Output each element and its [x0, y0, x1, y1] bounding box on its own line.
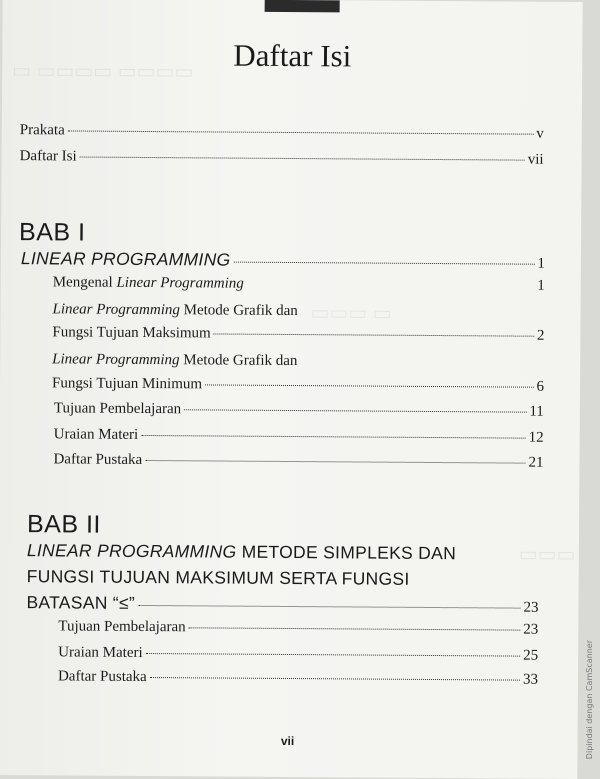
toc-entry-mengenal-lp[interactable] [53, 274, 545, 294]
dot-leader [184, 409, 526, 412]
toc-entry-page: 23 [523, 599, 539, 616]
top-tab [265, 0, 340, 12]
dot-leader [205, 384, 533, 387]
toc-entry-grafik-minimum[interactable] [52, 375, 544, 395]
dot-leader [141, 435, 525, 439]
toc-entry-line1: Linear Programming Metode Grafik dan [52, 351, 298, 370]
toc-entry-bab-2-title[interactable] [26, 592, 538, 617]
toc-entry-label: Daftar Isi [19, 148, 77, 165]
toc-entry-label: Uraian Materi [58, 644, 143, 661]
toc-entry-label: Uraian Materi [53, 426, 139, 443]
dot-leader [80, 157, 525, 161]
toc-entry-daftar-pustaka[interactable] [58, 668, 538, 688]
dot-leader [150, 677, 520, 681]
toc-entry-tujuan-pembelajaran[interactable] [54, 400, 544, 420]
dot-leader [145, 460, 525, 464]
toc-entry-page: 23 [523, 621, 539, 638]
chapter-title: LINEAR PROGRAMMING [20, 248, 231, 270]
page-number: vii [280, 733, 295, 749]
chapter-title-line2: FUNGSI TUJUAN MAKSIMUM SERTA FUNGSI [26, 566, 410, 589]
toc-entry-label: Fungsi Tujuan Minimum [51, 375, 203, 393]
dot-leader [189, 627, 521, 630]
toc-entry-daftar-isi[interactable] [20, 148, 544, 169]
toc-entry-page: 21 [528, 454, 544, 471]
toc-entry-prakata[interactable] [20, 122, 544, 143]
show-through: ▭▭▭ ▭ [310, 302, 392, 325]
toc-entry-uraian-materi[interactable] [58, 644, 538, 664]
chapter-title-line3: BATASAN “≤” [26, 592, 136, 613]
show-through: ▭ ▭▭▭▭ ▭▭▭▭ [12, 60, 194, 84]
dot-leader [146, 653, 520, 657]
toc-entry-label: Prakata [19, 122, 65, 139]
toc-entry-daftar-pustaka[interactable] [53, 451, 543, 471]
page-title: Daftar Isi [233, 37, 352, 74]
chapter-heading-bab-2: BAB II [26, 510, 102, 539]
toc-entry-page: 33 [522, 671, 539, 688]
toc-entry-tujuan-pembelajaran[interactable] [58, 618, 538, 638]
dot-leader [214, 333, 534, 336]
toc-entry-line1: Linear Programming Metode Grafik dan [52, 301, 298, 320]
toc-entry-page: 25 [523, 647, 539, 664]
toc-entry-label: Tujuan Pembelajaran [58, 618, 186, 636]
toc-entry-page: 12 [528, 429, 544, 446]
dot-leader [233, 262, 534, 265]
toc-entry-label: Daftar Pustaka [57, 668, 147, 686]
toc-entry-page: 2 [536, 327, 545, 344]
toc-entry-page: 6 [536, 378, 545, 395]
toc-entry-bab-1-title[interactable] [21, 248, 545, 273]
toc-entry-label: Fungsi Tujuan Maksimum [52, 324, 211, 342]
toc-entry-page: v [536, 125, 544, 142]
toc-entry-label: Mengenal Linear Programming [52, 274, 244, 292]
scanner-watermark: Dipindai dengan CamScanner [585, 640, 594, 760]
toc-entry-label: Daftar Pustaka [53, 451, 143, 468]
toc-entry-page: 11 [529, 403, 544, 420]
chapter-heading-bab-1: BAB I [18, 218, 86, 247]
toc-entry-uraian-materi[interactable] [54, 426, 544, 446]
dot-leader [138, 605, 520, 609]
chapter-title-line1: LINEAR PROGRAMMING METODE SIMPLEKS DAN [26, 540, 457, 564]
toc-entry-page: vii [527, 151, 544, 168]
toc-entry-grafik-maksimum[interactable] [52, 324, 544, 344]
toc-entry-page: 1 [537, 277, 545, 294]
show-through: ▭▭▭ [518, 543, 576, 566]
toc-entry-label: Tujuan Pembelajaran [53, 400, 182, 418]
dot-leader [68, 130, 534, 134]
toc-entry-page: 1 [537, 255, 545, 272]
